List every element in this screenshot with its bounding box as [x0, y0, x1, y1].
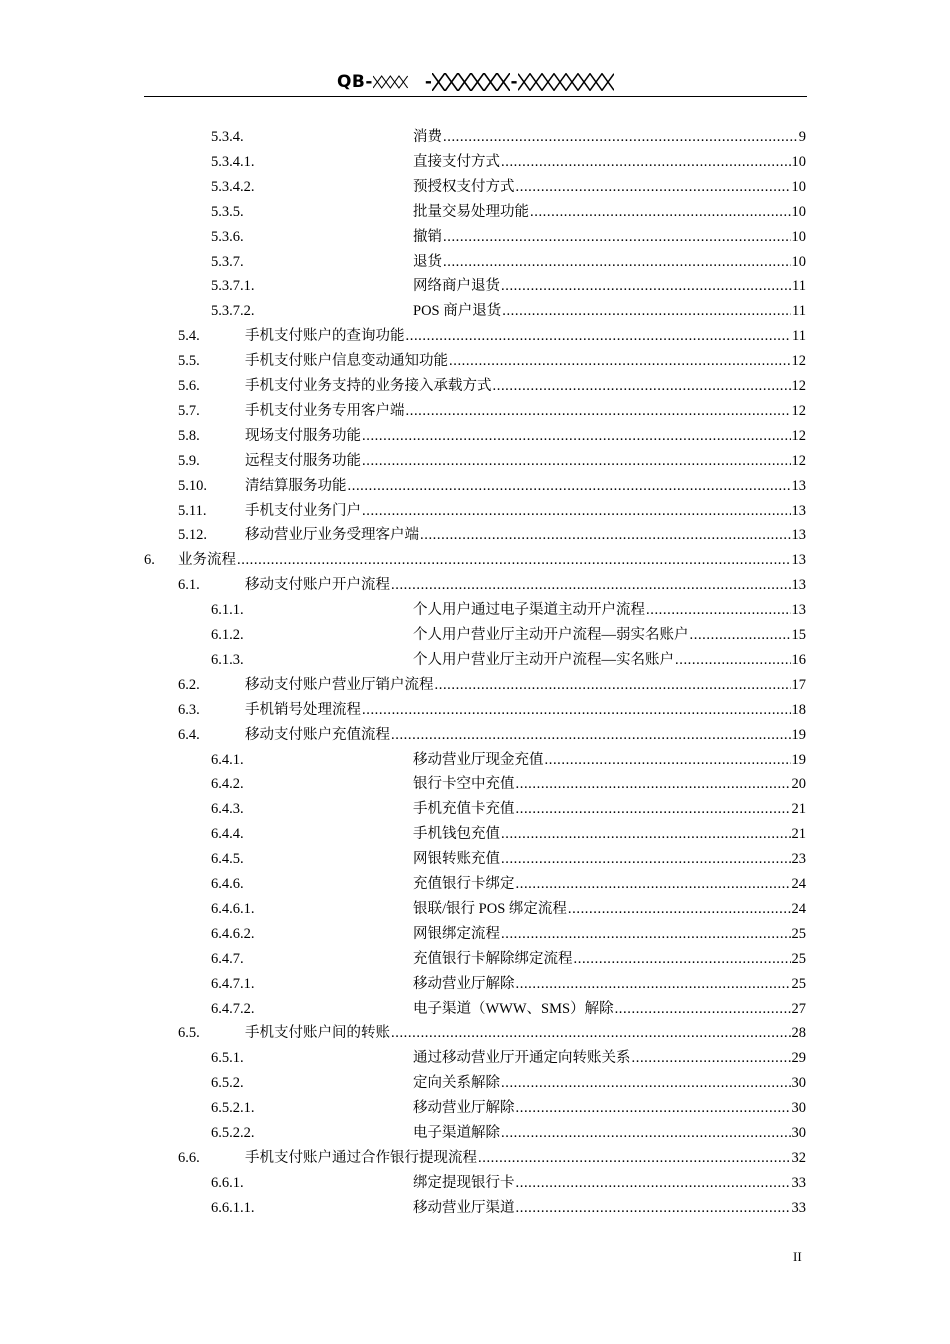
toc-entry[interactable] [211, 623, 806, 648]
toc-dot-leader [501, 274, 791, 299]
toc-entry[interactable] [178, 523, 806, 548]
toc-entry-number: 5.3.4. [211, 129, 244, 145]
toc-dot-leader [646, 598, 791, 623]
toc-dot-leader [501, 1121, 791, 1146]
toc-entry[interactable] [211, 748, 806, 773]
toc-entry-title: 远程支付服务功能 [245, 452, 361, 469]
toc-dot-leader [690, 623, 791, 648]
toc-entry[interactable] [211, 250, 806, 275]
toc-entry[interactable] [178, 1021, 806, 1046]
toc-entry-page: 28 [791, 1025, 806, 1042]
toc-entry-page: 30 [791, 1100, 806, 1117]
toc-entry-number: 6.4.7.1. [211, 975, 255, 992]
toc-entry[interactable] [211, 1071, 806, 1096]
toc-entry-title: 通过移动营业厅开通定向转账关系 [413, 1050, 631, 1067]
toc-entry-number: 6.4.2. [211, 776, 244, 793]
toc-entry-title: 移动营业厅解除 [413, 975, 515, 992]
toc-entry-page: 15 [791, 627, 806, 643]
toc-entry-number: 6.5.1. [211, 1050, 244, 1067]
toc-entry-number: 6.6.1. [211, 1174, 244, 1191]
toc-entry-number: 5.11. [178, 502, 207, 519]
toc-entry[interactable] [211, 200, 806, 225]
toc-entry-title: 网银转账充值 [413, 851, 500, 868]
toc-entry-number: 6.4.7.2. [211, 1000, 255, 1017]
toc-entry-title: 业务流程 [178, 552, 236, 569]
toc-entry-page: 9 [798, 129, 806, 145]
toc-entry-title: 手机支付账户的查询功能 [245, 328, 405, 345]
toc-entry-title: 网络商户退货 [413, 278, 500, 295]
toc-entry-number: 6.4.1. [211, 751, 244, 768]
toc-entry-title: 手机支付账户间的转账 [245, 1025, 390, 1042]
toc-entry-number: 5.9. [178, 452, 200, 469]
toc-entry[interactable] [211, 822, 806, 847]
toc-entry-page: 18 [791, 701, 806, 718]
toc-entry[interactable] [178, 374, 806, 399]
toc-entry-title: 银行卡空中充值 [413, 776, 515, 793]
toc-dot-leader [545, 748, 791, 773]
toc-entry-title: 消费 [413, 129, 442, 145]
page-number: II [793, 1249, 802, 1264]
toc-entry-title: 定向关系解除 [413, 1075, 500, 1092]
toc-entry-title: 电子渠道解除 [413, 1125, 500, 1141]
toc-entry[interactable] [178, 449, 806, 474]
toc-dot-leader [478, 1146, 791, 1171]
toc-entry-number: 5.3.5. [211, 203, 244, 220]
toc-entry-number: 6.4.7. [211, 950, 244, 967]
page-header [144, 66, 807, 97]
toc-entry-title: POS 商户退货 [413, 303, 502, 320]
toc-entry[interactable] [211, 175, 806, 200]
toc-dot-leader [516, 1196, 791, 1221]
toc-entry[interactable] [178, 1146, 806, 1171]
toc-entry-number: 6.2. [178, 676, 200, 693]
toc-dot-leader [516, 797, 791, 822]
toc-dot-leader [501, 822, 791, 847]
toc-dot-leader [420, 523, 791, 548]
toc-dot-leader [501, 847, 791, 872]
toc-entry-title: 移动营业厅现金充值 [413, 751, 544, 768]
toc-entry-title: 退货 [413, 253, 442, 270]
toc-entry-title: 个人用户通过电子渠道主动开户流程 [413, 602, 645, 619]
toc-entry-title: 直接支付方式 [413, 153, 500, 170]
toc-entry-title: 充值银行卡绑定 [413, 876, 515, 892]
toc-dot-leader [516, 1171, 791, 1196]
toc-dot-leader [391, 573, 791, 598]
toc-entry-page: 25 [791, 925, 806, 942]
toc-entry[interactable] [211, 225, 806, 250]
toc-entry-page: 33 [791, 1199, 806, 1216]
toc-entry-number: 6.4.6. [211, 876, 244, 892]
toc-entry-number: 5.12. [178, 527, 207, 544]
toc-entry[interactable] [211, 125, 806, 150]
toc-entry-number: 6.6.1.1. [211, 1199, 255, 1216]
toc-entry-page: 20 [791, 776, 806, 793]
toc-entry-number: 6. [144, 552, 155, 569]
toc-dot-leader [516, 1096, 791, 1121]
toc-entry-page: 13 [791, 477, 806, 494]
toc-entry-number: 6.1.2. [211, 627, 244, 643]
toc-entry-number: 5.3.6. [211, 228, 244, 245]
toc-entry-page: 13 [791, 577, 806, 594]
toc-dot-leader [435, 673, 791, 698]
toc-entry-page: 32 [791, 1149, 806, 1166]
toc-entry-title: 手机支付账户通过合作银行提现流程 [245, 1149, 477, 1166]
toc-entry-title: 手机钱包充值 [413, 826, 500, 843]
toc-dot-leader [516, 175, 791, 200]
toc-entry-number: 5.10. [178, 477, 207, 494]
toc-dot-leader [406, 399, 791, 424]
toc-dot-leader [493, 374, 791, 399]
toc-entry-title: 手机充值卡充值 [413, 801, 515, 818]
toc-dot-leader [516, 872, 791, 897]
placeholder-x-mark-3 [432, 73, 510, 91]
toc-entry-page: 11 [792, 328, 806, 345]
toc-entry-page: 10 [791, 153, 806, 170]
toc-entry-number: 6.4.6.1. [211, 900, 255, 917]
toc-entry-page: 25 [791, 950, 806, 967]
toc-entry-page: 25 [791, 975, 806, 992]
toc-entry-number: 5.8. [178, 427, 200, 444]
toc-dot-leader [516, 972, 791, 997]
toc-entry-page: 11 [792, 278, 806, 295]
toc-entry-page: 12 [791, 353, 806, 370]
toc-dot-leader [391, 1021, 791, 1046]
toc-entry-page: 17 [791, 676, 806, 693]
toc-entry-title: 预授权支付方式 [413, 178, 515, 195]
toc-entry-page: 16 [791, 651, 806, 668]
toc-entry-number: 6.5.2.2. [211, 1125, 255, 1141]
toc-entry-title: 网银绑定流程 [413, 925, 500, 942]
toc-entry-title: 移动支付账户开户流程 [245, 577, 390, 594]
toc-entry-page: 13 [791, 527, 806, 544]
toc-entry[interactable] [178, 349, 806, 374]
toc-entry-title: 银联/银行 POS 绑定流程 [413, 900, 567, 917]
toc-entry-page: 30 [791, 1075, 806, 1092]
toc-entry[interactable] [178, 673, 806, 698]
toc-entry-title: 移动营业厅解除 [413, 1100, 515, 1117]
toc-entry-title: 绑定提现银行卡 [413, 1174, 515, 1191]
toc-entry[interactable] [211, 1096, 806, 1121]
toc-entry-number: 5.7. [178, 402, 200, 419]
toc-entry-number: 6.4.5. [211, 851, 244, 868]
toc-entry-title: 移动支付账户营业厅销户流程 [245, 676, 434, 693]
toc-dot-leader [362, 698, 791, 723]
document-code-separator-2: - [510, 72, 519, 92]
toc-entry-number: 6.1. [178, 577, 200, 594]
toc-entry[interactable] [211, 1196, 806, 1221]
toc-entry-number: 5.6. [178, 378, 200, 394]
toc-entry-title: 手机支付业务支持的业务接入承载方式 [245, 378, 492, 394]
toc-entry-page: 10 [791, 203, 806, 220]
toc-entry[interactable] [211, 922, 806, 947]
toc-entry[interactable] [178, 424, 806, 449]
toc-entry-page: 10 [791, 253, 806, 270]
toc-entry-title: 清结算服务功能 [245, 477, 347, 494]
toc-entry-number: 6.5. [178, 1025, 200, 1042]
toc-entry-page: 30 [791, 1125, 806, 1141]
toc-entry-number: 5.5. [178, 353, 200, 370]
toc-entry-page: 10 [791, 178, 806, 195]
toc-entry-title: 移动支付账户充值流程 [245, 726, 390, 743]
toc-entry[interactable] [178, 573, 806, 598]
toc-entry[interactable] [211, 1121, 806, 1146]
toc-dot-leader [615, 997, 791, 1022]
toc-dot-leader [348, 474, 791, 499]
toc-entry-number: 6.6. [178, 1149, 200, 1166]
toc-entry-page: 12 [791, 402, 806, 419]
toc-entry-page: 21 [791, 801, 806, 818]
toc-entry-title: 批量交易处理功能 [413, 203, 529, 220]
toc-entry-title: 移动营业厅渠道 [413, 1199, 515, 1216]
toc-dot-leader [574, 947, 791, 972]
toc-dot-leader [501, 1071, 791, 1096]
placeholder-x-mark-2 [373, 73, 425, 91]
toc-entry[interactable] [211, 1171, 806, 1196]
toc-dot-leader [406, 324, 792, 349]
toc-entry-page: 11 [792, 303, 806, 320]
toc-entry-page: 12 [791, 378, 806, 394]
toc-dot-leader [362, 449, 791, 474]
toc-entry[interactable] [211, 299, 806, 324]
toc-entry[interactable] [211, 274, 806, 299]
toc-entry-number: 6.5.2. [211, 1075, 244, 1092]
toc-entry[interactable] [211, 897, 806, 922]
document-code-prefix: QB- [336, 72, 373, 92]
toc-entry-title: 手机销号处理流程 [245, 701, 361, 718]
toc-dot-leader [501, 150, 791, 175]
toc-entry-page: 19 [791, 726, 806, 743]
toc-dot-leader [391, 723, 791, 748]
toc-entry-number: 6.4.4. [211, 826, 244, 843]
toc-entry-number: 6.5.2.1. [211, 1100, 255, 1117]
toc-entry-title: 移动营业厅业务受理客户端 [245, 527, 419, 544]
toc-entry-page: 12 [791, 427, 806, 444]
toc-entry-title: 手机支付业务门户 [245, 502, 361, 519]
toc-entry-page: 29 [791, 1050, 806, 1067]
toc-entry-title: 个人用户营业厅主动开户流程—弱实名账户 [413, 627, 689, 643]
placeholder-x-mark-4 [518, 73, 614, 91]
toc-entry-page: 24 [791, 876, 806, 892]
toc-entry-page: 19 [791, 751, 806, 768]
toc-entry[interactable] [144, 548, 806, 573]
toc-entry-number: 5.4. [178, 328, 200, 345]
toc-entry[interactable] [211, 772, 806, 797]
toc-entry[interactable] [211, 872, 806, 897]
toc-entry-title: 撤销 [413, 228, 442, 245]
toc-entry-title: 电子渠道（WWW、SMS）解除 [413, 1000, 614, 1017]
toc-entry-number: 6.4.6.2. [211, 925, 255, 942]
toc-entry[interactable] [178, 474, 806, 499]
toc-dot-leader [443, 225, 791, 250]
toc-entry-number: 5.3.4.1. [211, 153, 255, 170]
document-code-separator: - [424, 72, 433, 92]
toc-entry-page: 23 [791, 851, 806, 868]
toc-entry-page: 13 [791, 552, 806, 569]
toc-entry-title: 现场支付服务功能 [245, 427, 361, 444]
toc-entry[interactable] [178, 723, 806, 748]
toc-entry-page: 33 [791, 1174, 806, 1191]
toc-entry[interactable] [211, 847, 806, 872]
toc-entry-page: 24 [791, 900, 806, 917]
toc-entry-page: 13 [791, 602, 806, 619]
toc-dot-leader [443, 125, 798, 150]
toc-entry-number: 6.1.1. [211, 602, 244, 619]
toc-entry-title: 充值银行卡解除绑定流程 [413, 950, 573, 967]
toc-dot-leader [237, 548, 791, 573]
toc-entry-title: 手机支付账户信息变动通知功能 [245, 353, 448, 370]
toc-entry-title: 个人用户营业厅主动开户流程—实名账户 [413, 651, 674, 668]
toc-dot-leader [530, 200, 791, 225]
toc-entry-number: 6.1.3. [211, 651, 244, 668]
toc-entry-page: 10 [791, 228, 806, 245]
toc-dot-leader [362, 499, 791, 524]
toc-entry-number: 6.4. [178, 726, 200, 743]
toc-entry[interactable] [211, 797, 806, 822]
toc-entry-number: 6.3. [178, 701, 200, 718]
toc-dot-leader [449, 349, 791, 374]
toc-entry[interactable] [178, 499, 806, 524]
toc-entry[interactable] [211, 947, 806, 972]
toc-entry[interactable] [178, 324, 806, 349]
toc-dot-leader [516, 772, 791, 797]
toc-entry[interactable] [178, 698, 806, 723]
document-code [144, 72, 807, 92]
toc-dot-leader [443, 250, 791, 275]
toc-entry[interactable] [211, 997, 806, 1022]
toc-entry[interactable] [211, 1046, 806, 1071]
toc-entry-number: 5.3.7.1. [211, 278, 255, 295]
toc-entry[interactable] [211, 648, 806, 673]
toc-dot-leader [502, 299, 791, 324]
toc-dot-leader [675, 648, 791, 673]
toc-dot-leader [501, 922, 791, 947]
toc-dot-leader [632, 1046, 791, 1071]
toc-entry-page: 12 [791, 452, 806, 469]
toc-entry-page: 27 [791, 1000, 806, 1017]
toc-entry-number: 5.3.7.2. [211, 303, 255, 320]
toc-entry[interactable] [211, 972, 806, 997]
toc-entry[interactable] [178, 399, 806, 424]
toc-entry-page: 13 [791, 502, 806, 519]
toc-entry[interactable] [211, 150, 806, 175]
toc-entry-page: 21 [791, 826, 806, 843]
toc-entry[interactable] [211, 598, 806, 623]
toc-entry-number: 6.4.3. [211, 801, 244, 818]
toc-dot-leader [568, 897, 791, 922]
toc-entry-number: 5.3.7. [211, 253, 244, 270]
toc-dot-leader [362, 424, 791, 449]
toc-entry-number: 5.3.4.2. [211, 178, 255, 195]
toc-entry-title: 手机支付业务专用客户端 [245, 402, 405, 419]
